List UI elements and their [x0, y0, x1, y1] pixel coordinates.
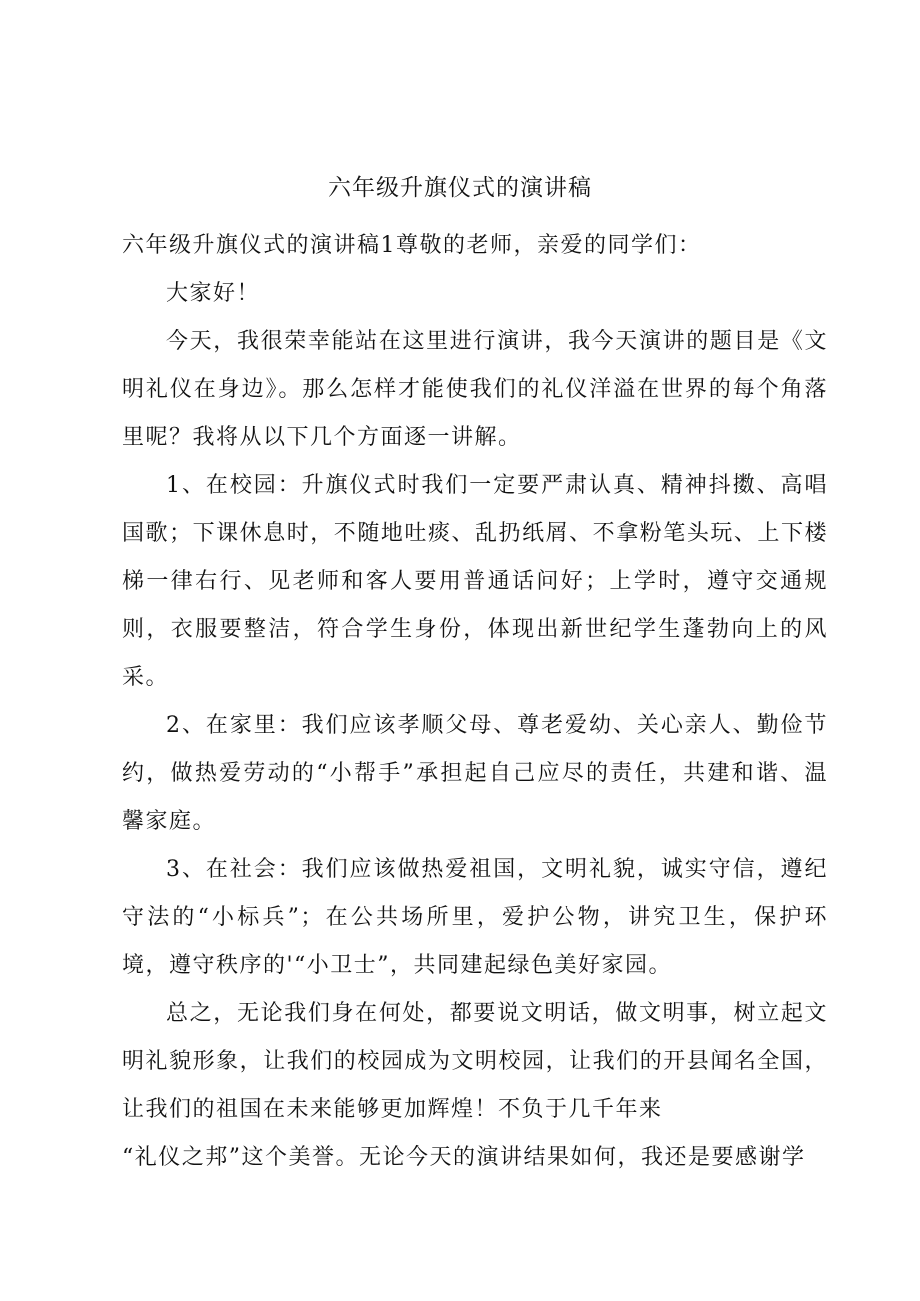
paragraph-home: 2、在家里：我们应该孝顺父母、尊老爱幼、关心亲人、勤俭节约，做热爱劳动的“小帮手”承担起自己应尽的责任，共建和谐、温馨家庭。 [122, 713, 828, 834]
paragraph-opening-line: 六年级升旗仪式的演讲稿1尊敬的老师，亲爱的同学们： [122, 233, 702, 258]
paragraph-conclusion: 总之，无论我们身在何处，都要说文明话，做文明事，树立起文明礼貌形象，让我们的校园成为文明校园，让我们的开县闻名全国，让我们的祖国在未来能够更加辉煌！不负于几千年来 [122, 1001, 828, 1122]
paragraph-introduction: 今天，我很荣幸能站在这里进行演讲，我今天演讲的题目是《文明礼仪在身边》。那么怎样才能使我们的礼仪洋溢在世界的每个角落里呢？我将从以下几个方面逐一讲解。 [122, 329, 828, 450]
paragraph-campus: 1、在校园：升旗仪式时我们一定要严肃认真、精神抖擞、高唱国歌；下课休息时，不随地吐痰、乱扔纸屑、不拿粉笔头玩、上下楼梯一律右行、见老师和客人要用普通话问好；上学时，遵守交通规则，衣服要整洁，符合学生身份，体现出新世纪学生蓬勃向上的风采。 [122, 473, 828, 690]
document-title: 六年级升旗仪式的演讲稿 [328, 175, 592, 201]
paragraph-closing-fragment: “礼仪之邦”这个美誉。无论今天的演讲结果如何，我还是要感谢学 [122, 1145, 806, 1170]
document-body [122, 222, 828, 1182]
paragraph-greeting: 大家好！ [166, 281, 261, 306]
paragraph-society: 3、在社会：我们应该做热爱祖国，文明礼貌，诚实守信，遵纪守法的“小标兵”；在公共场所里，爱护公物，讲究卫生，保护环境，遵守秩序的'“小卫士”，共同建起绿色美好家园。 [122, 857, 828, 978]
